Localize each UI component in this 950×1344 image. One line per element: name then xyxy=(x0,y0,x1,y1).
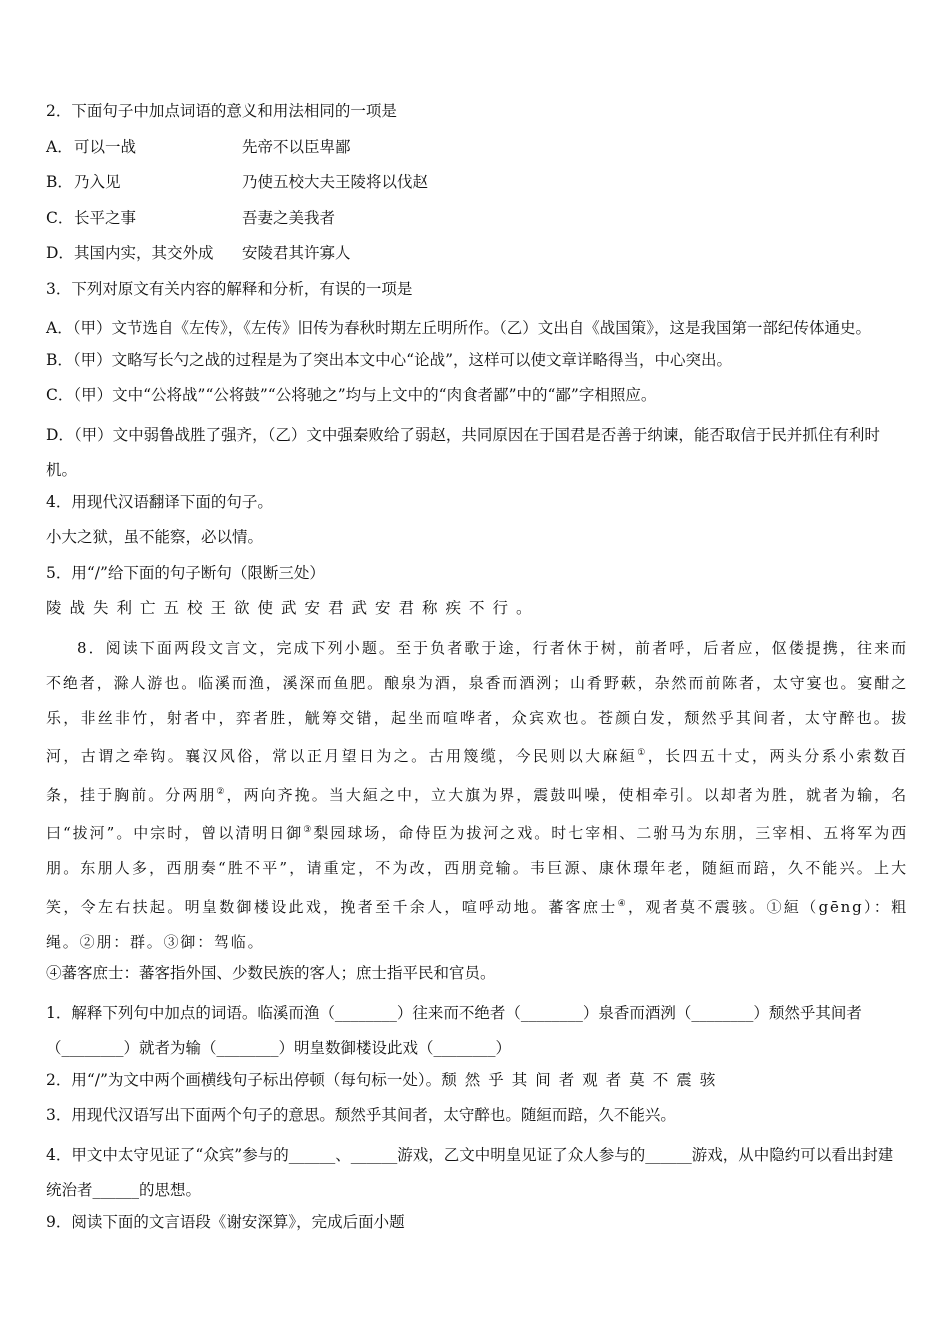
q5-sentence: 陵战失利亡五校王欲使武安君武安君称疾不行。 xyxy=(46,599,540,617)
passage-yi-text: ，观者莫不震骇。 xyxy=(628,897,767,916)
q3-option-d: D．（甲）文中弱鲁战胜了强齐，（乙）文中强秦败给了弱赵，共同原因在于国君是否善于纳谏，能否取信于民并抓住有利时机。 xyxy=(46,425,880,479)
q4-sentence: 小大之狱，虽不能察，必以情。 xyxy=(46,528,264,546)
option-label: B． xyxy=(46,173,73,191)
passage-jia: 至于负者歌于途，行者休于树，前者呼，后者应，伛偻提携，往来而不绝者，滁人游也。临溪而渔，溪深而鱼肥。酿泉为酒，泉香而酒洌；山肴野蔌，杂然而前陈者，太守宴也。宴酣之乐，非丝非竹，射者中，弈者胜，觥筹交错，起坐而喧哗者，众宾欢也。苍颜白发，颓然乎其间者，太守醉也。 xyxy=(46,638,908,728)
passage-yi-text: ，长四五十丈，两头分系小索数百条，挂于胸前。分两朋 xyxy=(46,747,908,804)
option-a-text: 长平之事 xyxy=(74,208,137,227)
footnotes: ①絙（gēng）：粗绳。②朋：群。③御：驾临。 xyxy=(46,897,908,951)
q8-sub4: 4．甲文中太守见证了“众宾”参与的______、______游戏，乙文中明皇见证了众人参与的______游戏，从中隐约可以看出封建统治者______的思想。 xyxy=(46,1145,894,1200)
option-b-text: 先帝不以臣卑鄙 xyxy=(242,137,351,156)
passage-yi-text: 拔河，古谓之牵钩。襄汉风俗，常以正月望日为之。古用篾缆，今民则以大麻絙 xyxy=(46,709,908,766)
passage-yi-text: ，两向齐挽。当大絙之中，立大旗为界，震鼓叫噪，使相牵引。以却者为胜，就者为输，名曰“拔河”。中宗时，曾以清明日御 xyxy=(46,785,908,842)
footnote-marker: ② xyxy=(216,786,227,797)
q2-option-b xyxy=(46,169,908,205)
q3-option-c: C．（甲）文中“公将战”“公将鼓”“公将驰之”均与上文中的“肉食者鄙”中的“鄙”字相照应。 xyxy=(46,386,657,404)
q3-option-b: B．（甲）文略写长勺之战的过程是为了突出本文中心“论战”，这样可以使文章详略得当，中心突出。 xyxy=(46,350,732,369)
footnote-marker: ③ xyxy=(303,824,314,835)
option-label: C． xyxy=(46,208,74,227)
option-a-text: 可以一战 xyxy=(74,137,137,156)
q4-stem: 4．用现代汉语翻译下面的句子。 xyxy=(46,492,273,511)
footnote-marker: ④ xyxy=(617,898,629,909)
q8-intro: 8．阅读下面两段文言文，完成下列小题。 xyxy=(77,638,396,657)
q5-stem: 5．用“/”给下面的句子断句（限断三处） xyxy=(46,563,325,582)
option-b-text: 吾妻之美我者 xyxy=(242,208,336,227)
q9-stem: 9．阅读下面的文言语段《谢安深算》，完成后面小题 xyxy=(46,1212,405,1231)
q3-stem: 3．下列对原文有关内容的解释和分析，有误的一项是 xyxy=(46,279,413,298)
passage-yi-text: 梨园球场，命侍臣为拔河之戏。时七宰相、二驸马为东朋，三宰相、五将军为西朋。东朋人多，西朋奏“胜不平”，请重定，不为改，西朋竞输。韦巨源、康休璟年老，随絙而踣，久不能兴。上大笑，令左右扶起。明皇数御楼设此戏，挽者至千余人，喧呼动地。蕃客庶士 xyxy=(46,823,909,916)
option-b-text: 安陵君其许寡人 xyxy=(242,244,351,262)
q3-option-a: A．（甲）文节选自《左传》，《左传》旧传为春秋时期左丘明所作。（乙）文出自《战国策》，这是我国第一部纪传体通史。 xyxy=(46,319,871,337)
option-label: D． xyxy=(46,244,74,262)
q8-sub1: 1．解释下列句中加点的词语。临溪而渔（________）往来而不绝者（________）泉香而酒洌（________）颓然乎其间者（________）就者为输（________）明皇数御楼设此戏（________） xyxy=(46,1003,862,1058)
document-page xyxy=(46,98,908,1244)
q2-option-c xyxy=(46,205,908,241)
option-a-text: 乃入见 xyxy=(74,173,121,191)
option-a-text: 其国内实，其交外成 xyxy=(74,244,214,262)
sub2-sentence-2: 者观者莫不震骇 xyxy=(558,1070,724,1089)
q2-stem: 2．下面句子中加点词语的意义和用法相同的一项是 xyxy=(46,102,397,120)
q2-option-d xyxy=(46,240,908,276)
q8-footnote-4: ④蕃客庶士：蕃客指外国、少数民族的客人；庶士指平民和官员。 xyxy=(46,964,496,983)
passage-yi xyxy=(46,709,908,915)
q2-option-a xyxy=(46,134,908,170)
footnote-marker: ① xyxy=(637,748,648,759)
sub2-sentence-1: 颓然乎其间 xyxy=(441,1070,559,1089)
option-b-text: 乃使五校大夫王陵将以伐赵 xyxy=(242,173,429,191)
sub2-stem: 2．用“/”为文中两个画横线句子标出停顿（每句标一处）。 xyxy=(46,1070,442,1089)
q8-sub3: 3．用现代汉语写出下面两个句子的意思。颓然乎其间者，太守醉也。随絙而踣，久不能兴。 xyxy=(46,1106,676,1125)
option-label: A． xyxy=(46,137,73,156)
q8-passage xyxy=(46,631,908,961)
q8-sub2 xyxy=(46,1067,908,1103)
